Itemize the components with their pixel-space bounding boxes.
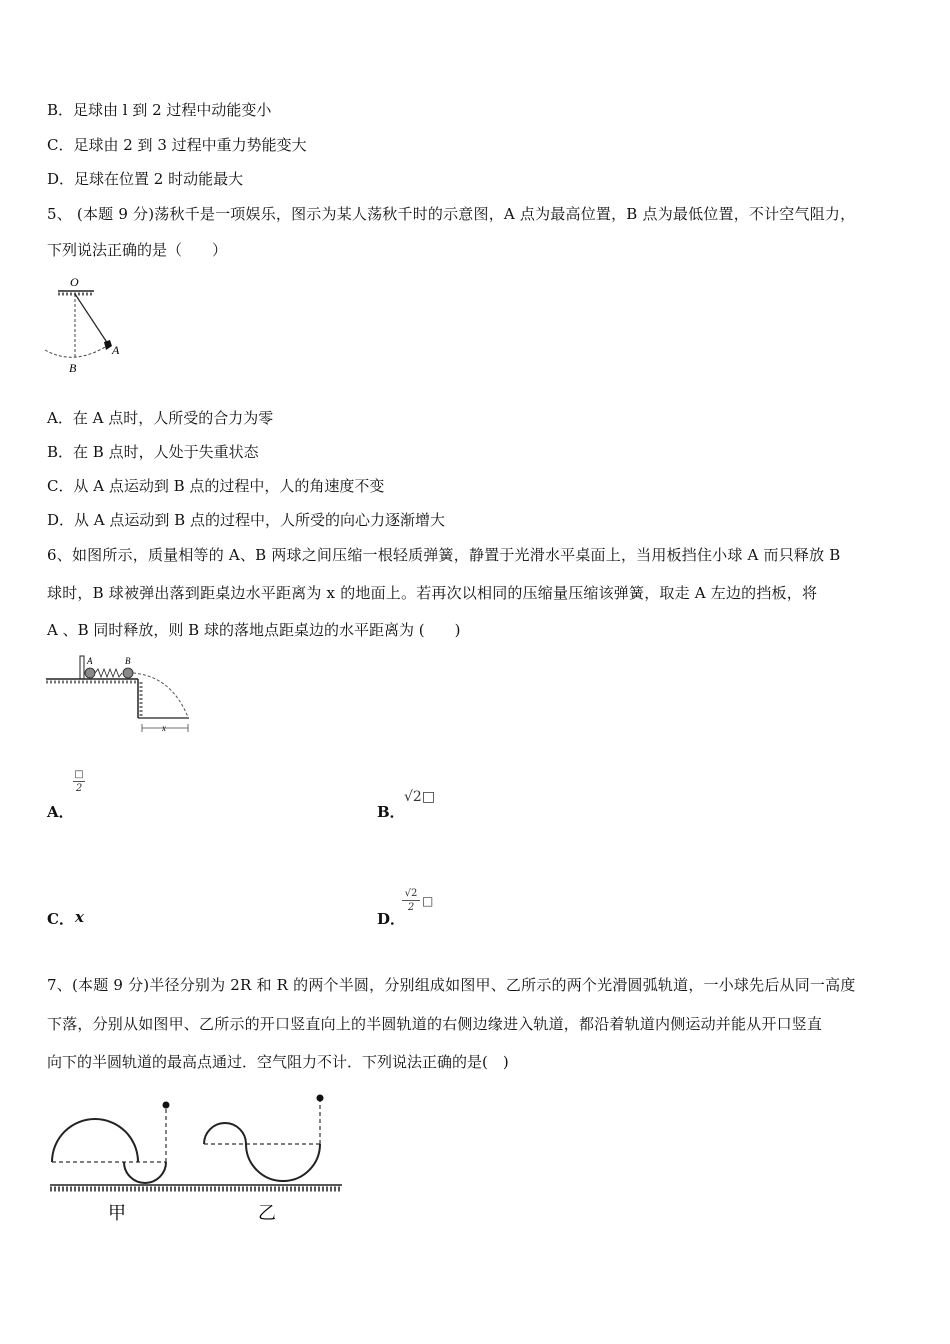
q6-choice-a-denominator: 2 (75, 783, 83, 794)
swing-label-b: B (69, 361, 77, 375)
swing-label-a: A (112, 343, 120, 357)
q6-choice-d-label: D． (377, 910, 406, 928)
q6-choice-a-numerator: □ (74, 769, 84, 780)
q5-option-d: D．从 A 点运动到 B 点的过程中，人所受的向心力逐渐增大 (47, 511, 445, 529)
q6-choice-b-label: B． (377, 803, 405, 821)
q6-choice-d-tail: □ (422, 893, 434, 908)
q5-stem-line2: 下列说法正确的是（ ） (47, 241, 228, 259)
q7-stem-line3: 向下的半圆轨道的最高点通过．空气阻力不计．下列说法正确的是( ) (47, 1053, 509, 1071)
spring-label-x: x (162, 723, 166, 733)
spring-label-b: B (125, 656, 131, 666)
q6-choice-b-value: √2□ (404, 789, 436, 805)
track-label-jia: 甲 (108, 1203, 126, 1224)
q4-option-b: B．足球由 l 到 2 过程中动能变小 (47, 101, 272, 119)
q6-choice-a-value (73, 769, 85, 794)
q6-choice-d-value (402, 888, 433, 913)
q4-option-c: C．足球由 2 到 3 过程中重力势能变大 (47, 136, 307, 154)
q6-stem-line3: A 、B 同时释放，则 B 球的落地点距桌边的水平距离为 ( ) (47, 621, 461, 639)
q6-choice-c-value: x (75, 908, 84, 926)
q7-stem-line2: 下落，分别从如图甲、乙所示的开口竖直向上的半圆轨道的右侧边缘进入轨道，都沿着轨道内侧运动并能从开口竖直 (47, 1015, 823, 1033)
spring-label-a: A (87, 656, 93, 666)
q7-stem-line1: 7、(本题 9 分)半径分别为 2R 和 R 的两个半圆，分别组成如图甲、乙所示的两个光滑圆弧轨道，一小球先后从同一高度 (47, 976, 856, 994)
q6-choice-c-label: C． (47, 910, 74, 928)
q5-option-b: B．在 B 点时，人处于失重状态 (47, 443, 259, 461)
q5-option-a: A．在 A 点时，人所受的合力为零 (47, 409, 274, 427)
q5-stem-line1: 5、 (本题 9 分)荡秋千是一项娱乐，图示为某人荡秋千时的示意图，A 点为最高位置，B 点为最低位置，不计空气阻力， (47, 205, 856, 223)
q6-choice-d-numerator: √2 (404, 888, 418, 899)
q6-choice-d-denominator: 2 (407, 902, 415, 913)
q4-option-d: D．足球在位置 2 时动能最大 (47, 170, 244, 188)
q6-stem-line1: 6、如图所示，质量相等的 A、B 两球之间压缩一根轻质弹簧，静置于光滑水平桌面上，当用板挡住小球 A 而只释放 B (47, 546, 841, 564)
track-label-yi: 乙 (258, 1203, 276, 1224)
swing-label-o: O (70, 275, 79, 289)
semicircle-tracks-diagram (46, 1092, 346, 1227)
q5-option-c: C．从 A 点运动到 B 点的过程中，人的角速度不变 (47, 477, 385, 495)
q6-stem-line2: 球时，B 球被弹出落到距桌边水平距离为 x 的地面上。若再次以相同的压缩量压缩该弹簧，取走 A 左边的挡板，将 (47, 584, 818, 602)
q6-choice-a-label: A． (47, 803, 74, 821)
swing-diagram (40, 272, 130, 377)
spring-table-diagram (46, 652, 196, 737)
